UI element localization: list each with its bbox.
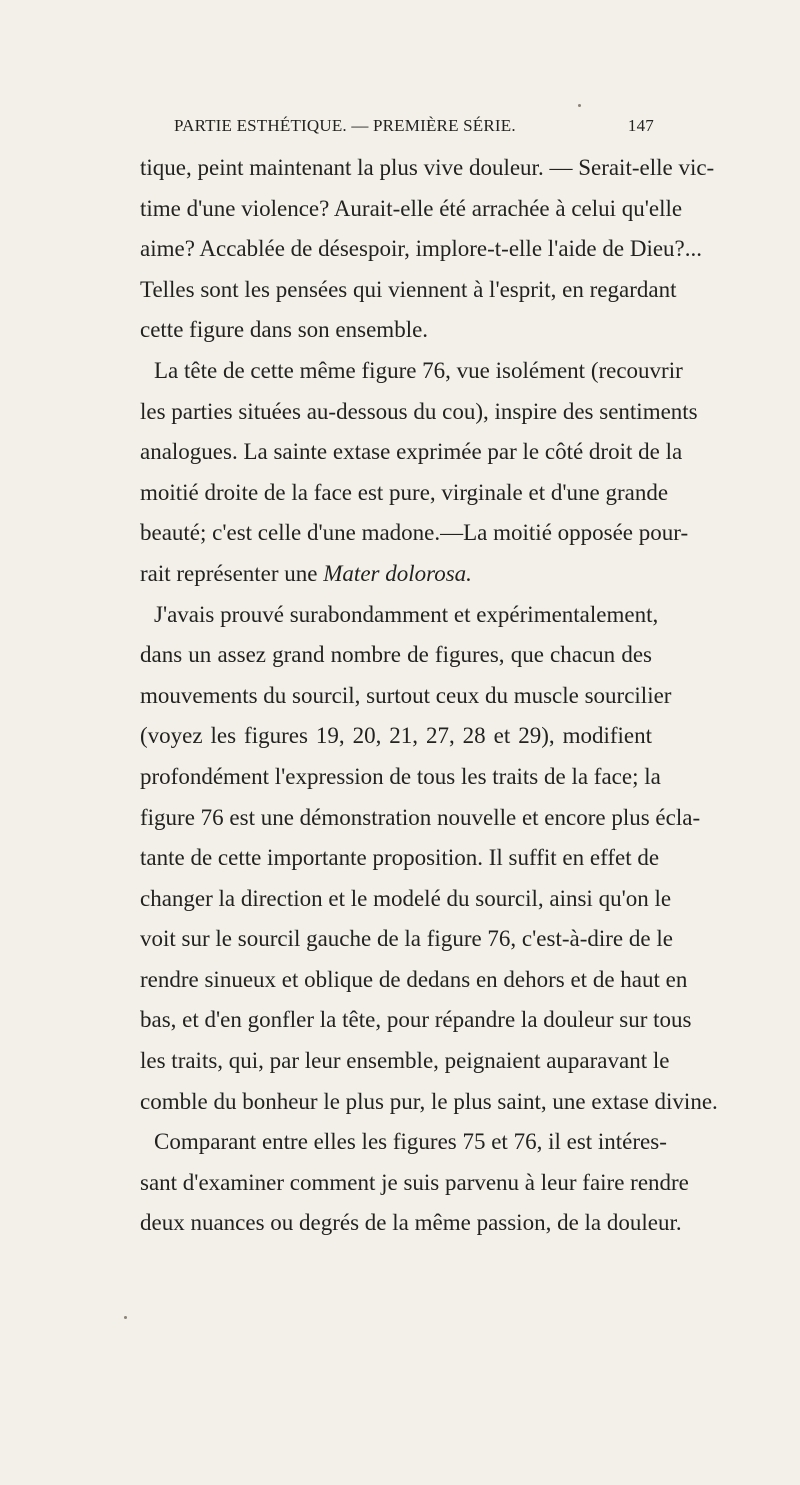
text-line: les parties situées au-dessous du cou), inspire des sentiments xyxy=(140,398,698,424)
text-line: tique, peint maintenant la plus vive douleur. — Serait-elle vic- xyxy=(140,155,715,180)
text-line: time d'une violence? Aurait-elle été arrachée à celui qu'elle xyxy=(140,195,683,221)
text-line: (voyez les figures 19, 20, 21, 27, 28 et 29), modifient xyxy=(140,723,652,749)
text-line: cette figure dans son ensemble. xyxy=(140,317,429,343)
text-line: bas, et d'en gonfler la tête, pour répandre la douleur sur tous xyxy=(140,1007,692,1033)
text-line: analogues. La sainte extase exprimée par le côté droit de la xyxy=(140,439,683,465)
text-line: changer la direction et le modelé du sourcil, ainsi qu'on le xyxy=(140,885,672,911)
text-line: voit sur le sourcil gauche de la figure 76, c'est-à-dire de le xyxy=(140,926,673,952)
text-line: les traits, qui, par leur ensemble, peignaient auparavant le xyxy=(140,1048,670,1074)
text-line: aime? Accablée de désespoir, implore-t-elle l'aide de Dieu?... xyxy=(140,236,702,262)
paper-speck xyxy=(578,104,581,107)
text-line: Comparant entre elles les figures 75 et 76, il est intéres- xyxy=(154,1129,667,1155)
paper-speck xyxy=(124,1316,127,1319)
text-line: deux nuances ou degrés de la même passion, de la douleur. xyxy=(140,1210,682,1236)
text-line: J'avais prouvé surabondamment et expérimentalement, xyxy=(154,601,659,627)
text-line: sant d'examiner comment je suis parvenu à leur faire rendre xyxy=(140,1169,689,1195)
body-text xyxy=(140,148,718,1244)
text-line: rendre sinueux et oblique de dedans en dehors et de haut en xyxy=(140,966,688,992)
text-line: mouvements du sourcil, surtout ceux du muscle sourcilier xyxy=(140,682,672,708)
text-line: Telles sont les pensées qui viennent à l'esprit, en regardant xyxy=(140,276,677,302)
text-line: La tête de cette même figure 76, vue isolément (recouvrir xyxy=(154,357,683,383)
text-line-with-italic xyxy=(140,554,652,595)
text-line: figure 76 est une démonstration nouvelle et encore plus écla- xyxy=(140,804,701,830)
text-line: moitié droite de la face est pure, virginale et d'une grande xyxy=(140,479,669,505)
text-line: tante de cette importante proposition. Il suffit en effet de xyxy=(140,845,660,871)
page-number: 147 xyxy=(627,116,654,135)
italic-phrase: Mater dolorosa. xyxy=(323,560,472,586)
text-line: comble du bonheur le plus pur, le plus saint, une extase divine. xyxy=(140,1088,718,1114)
text-line: beauté; c'est celle d'une madone.—La moitié opposée pour- xyxy=(140,520,689,546)
running-title: PARTIE ESTHÉTIQUE. — PREMIÈRE SÉRIE. xyxy=(174,116,516,135)
text-line-start: rait représenter une xyxy=(140,560,318,586)
page-header xyxy=(174,116,654,144)
text-line: profondément l'expression de tous les traits de la face; la xyxy=(140,763,661,789)
text-line: dans un assez grand nombre de figures, que chacun des xyxy=(140,642,652,668)
